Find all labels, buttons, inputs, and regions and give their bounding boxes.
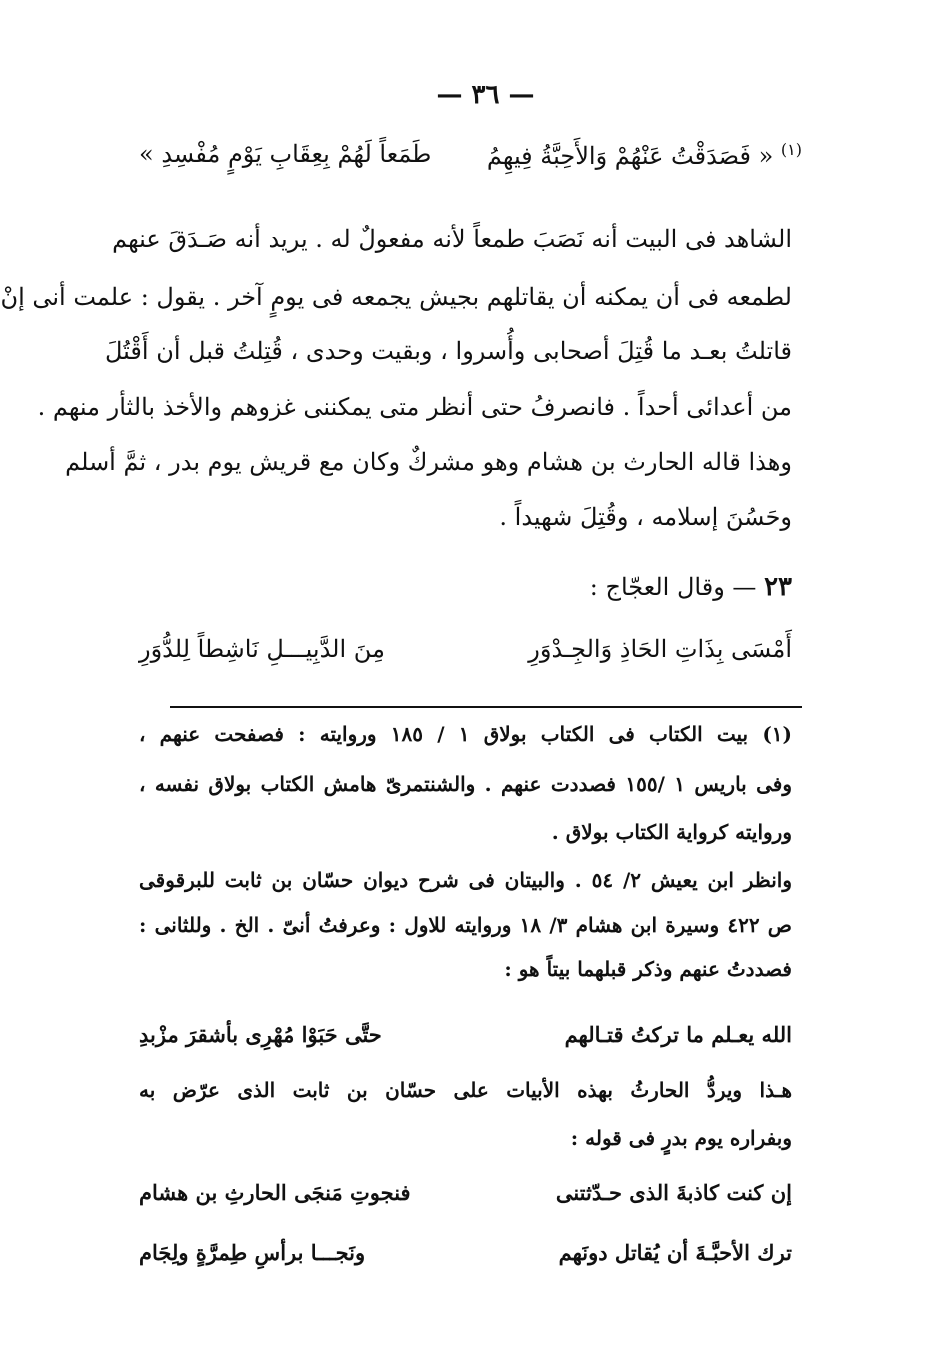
section-heading-23	[139, 572, 792, 602]
body-line-3: قاتلتُ بعـد ما قُتِلَ أصحابى وأُسروا ، وبقيت وحدى ، قُتِلتُ قبل أن أَقْتُلَ	[105, 337, 792, 365]
page-number: — ٣٦ —	[436, 80, 535, 110]
footnote-line-5: ص ٤٢٢ وسيرة ابن هشام ٣/ ١٨ وروايته للاول : وعرفتُ أنىّ . الخ . وللثانى :	[139, 913, 792, 937]
footnote-verse-2-hemistich-1: إن كنت كاذبةَ الذى حـدّثتنى	[555, 1180, 792, 1205]
verse-1	[139, 140, 802, 170]
verse-2-hemistich-1: أَمْسَى بِذَاتِ الحَاذِ وَالجِـدْوَرِ	[528, 635, 792, 663]
verse-1-hemistich-1	[487, 140, 802, 170]
verse-2	[139, 635, 792, 663]
footnote-verse-3-hemistich-2: ونَجـــا برأسِ طِمرَّةٍ ولِجَام	[139, 1240, 366, 1265]
footnote-verse-1	[139, 1022, 792, 1047]
footnote-verse-1-hemistich-2: حتَّى حَبَوْا مُهْرِى بأشقرَ مزْبدِ	[139, 1022, 382, 1047]
body-line-1: الشاهد فى البيت أنه نَصَبَ طمعاً لأنه مفعولٌ له . يريد أنه صَـدَقَ عنهم	[112, 225, 792, 253]
footnote-line-3: وروايته كرواية الكتاب بولاق .	[551, 820, 792, 844]
body-line-5: وهذا قاله الحارث بن هشام وهو مشركٌ وكان مع قريش يوم بدر ، ثمَّ أسلم	[65, 448, 792, 476]
verse-1-first-half: « فَصَدَقْتُ عَنْهُمْ وَالأَحِبَّةُ فِيهِمُ	[486, 142, 774, 170]
section-intro: — وقال العجّاج :	[589, 573, 757, 601]
footnote-reference: (١)	[780, 140, 802, 159]
section-number: ٢٣	[764, 572, 792, 602]
verse-1-hemistich-2: طَمَعاً لَهُمْ بِعِقَابِ يَوْمٍ مُفْسِدِ »	[139, 140, 432, 168]
footnote-verse-2	[139, 1180, 792, 1205]
body-line-4: من أعدائى أحداً . فانصرفُ حتى أنظر متى يمكننى غزوهم والأخذ بالثأر منهم .	[37, 393, 792, 421]
footnote-line-7: هـذا ويردُّ الحارثُ بهذه الأبيات على حسّان بن ثابت الذى عرّض به	[139, 1078, 792, 1102]
footnote-line-4: وانظر ابن يعيش ٢/ ٥٤ . والبيتان فى شرح ديوان حسّان بن ثابت للبرقوقى	[139, 868, 792, 892]
footnote-line-1: (١) بيت الكتاب فى الكتاب بولاق ١ / ١٨٥ وروايته : فصفحت عنهم ،	[139, 722, 793, 746]
verse-2-hemistich-2: مِنَ الدَّبِيـــلِ نَاشِطاً لِلدُّوَرِ	[139, 635, 385, 663]
footnote-verse-2-hemistich-2: فنجوتِ مَنجَى الحارثِ بن هشام	[139, 1180, 411, 1205]
footnote-line-6: فصددتُ عنهم وذكر قبلهما بيتاً هو :	[504, 957, 792, 981]
footnote-divider	[170, 706, 802, 708]
footnote-verse-3-hemistich-1: ترك الأحبَّـةَ أن يُقاتل دونَهم	[558, 1240, 792, 1265]
footnote-line-2: وفى باريس ١ /١٥٥ فصددت عنهم . والشنتمرىّ هامش الكتاب بولاق نفسه ،	[139, 772, 792, 796]
body-line-2: لطمعه فى أن يمكنه أن يقاتلهم بجيش يجمعه فى يومٍ آخر . يقول : علمت أنى إنْ	[0, 283, 792, 311]
footnote-verse-1-hemistich-1: الله يعـلم ما تركتُ قتـالهم	[564, 1022, 792, 1047]
footnote-verse-3	[139, 1240, 792, 1265]
footnote-line-8: وبفراره يوم بدرٍ فى قوله :	[570, 1126, 792, 1150]
body-line-6: وحَسُنَ إسلامه ، وقُتِلَ شهيداً .	[499, 503, 792, 531]
